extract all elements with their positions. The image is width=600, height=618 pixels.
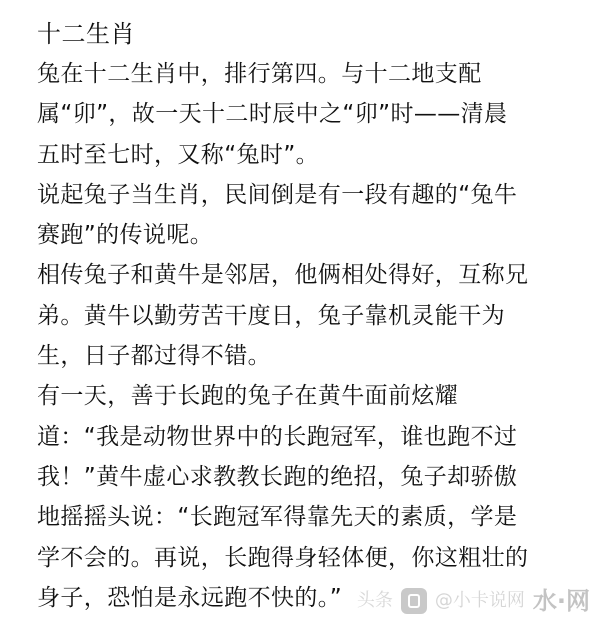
text-line: 生，日子都过得不错。 bbox=[37, 343, 271, 370]
watermark-account: @小卡说网 bbox=[434, 590, 525, 611]
text-line: 弟。黄牛以勤劳苦干度日，兔子靠机灵能干为 bbox=[37, 302, 505, 329]
document-heading: 十二生肖 bbox=[37, 20, 135, 48]
watermark-platform: 头条 bbox=[356, 590, 393, 611]
text-line: 道：“我是动物世界中的长跑冠军，谁也跑不过 bbox=[37, 423, 518, 450]
text-line: 属“卯”，故一天十二时辰中之“卯”时——清晨 bbox=[37, 101, 508, 128]
watermark bbox=[357, 588, 590, 614]
text-line: 身子，恐怕是永远跑不快的。” bbox=[37, 584, 343, 611]
text-line: 有一天，善于长跑的兔子在黄牛面前炫耀 bbox=[37, 383, 459, 410]
platform-logo-icon bbox=[401, 588, 427, 614]
text-line: 学不会的。再说，长跑得身轻体便，你这粗壮的 bbox=[37, 544, 529, 571]
text-line: 赛跑”的传说呢。 bbox=[37, 222, 214, 249]
text-line: 我！”黄牛虚心求教教长跑的绝招，兔子却骄傲 bbox=[37, 463, 518, 490]
text-line: 说起兔子当生肖，民间倒是有一段有趣的“兔牛 bbox=[37, 181, 518, 208]
text-line: 兔在十二生肖中，排行第四。与十二地支配 bbox=[37, 61, 482, 87]
text-line: 五时至七时，又称“兔时”。 bbox=[37, 141, 320, 168]
text-line: 相传兔子和黄牛是邻居，他俩相处得好，互称兄 bbox=[37, 262, 529, 289]
watermark-logo: 水·网 bbox=[532, 587, 590, 615]
article-body bbox=[37, 54, 597, 618]
text-line: 地摇摇头说：“长跑冠军得靠先天的素质，学是 bbox=[37, 504, 518, 531]
